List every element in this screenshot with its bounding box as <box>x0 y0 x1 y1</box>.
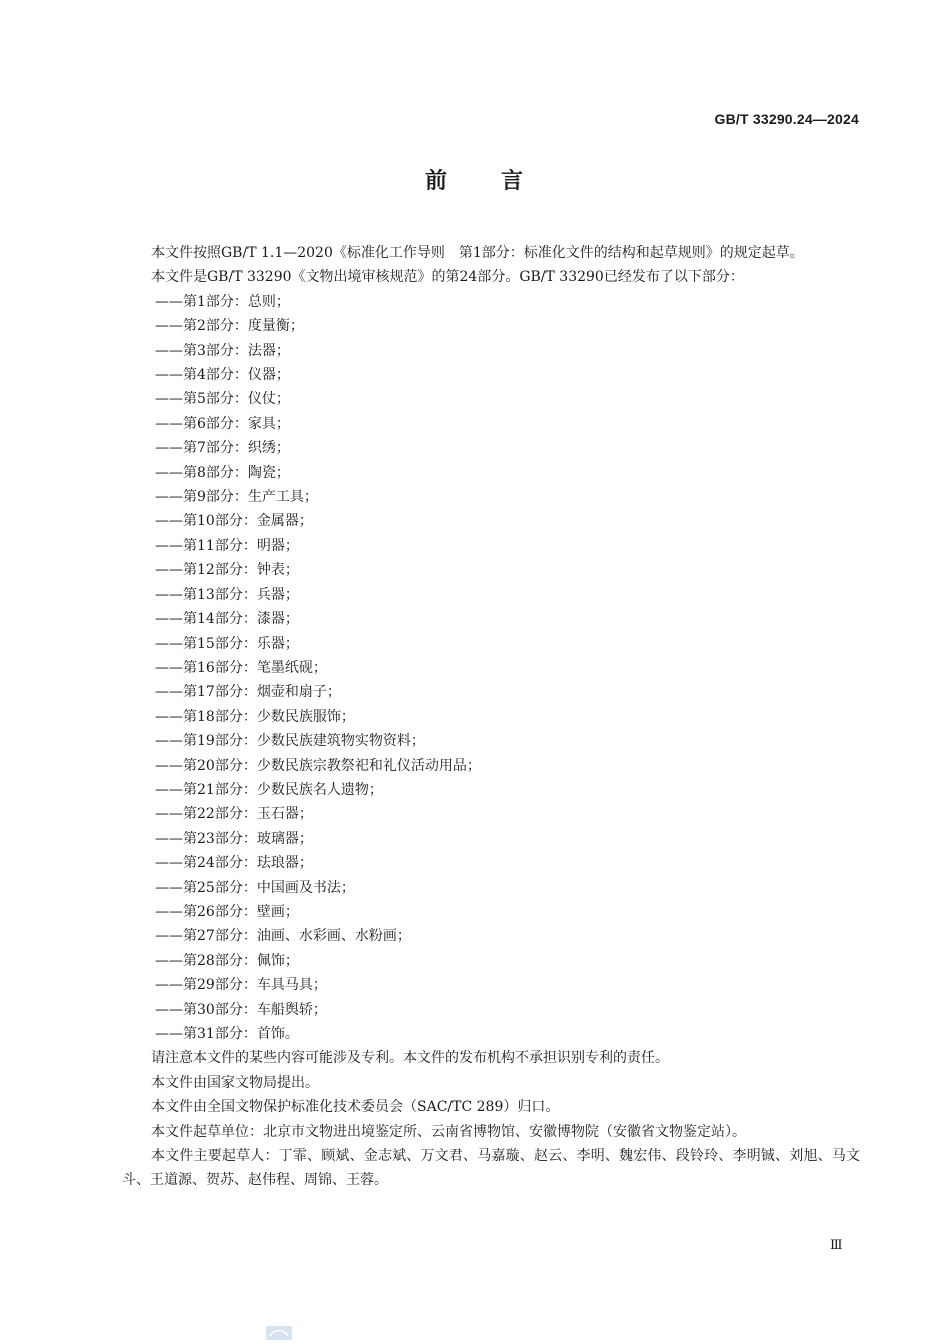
document-code: GB/T 33290.24—2024 <box>714 111 859 127</box>
part-list-item: ——第1部分：总则； <box>155 293 290 310</box>
part-list-item: ——第30部分：车船舆轿； <box>155 1001 327 1018</box>
part-list-item: ——第21部分：少数民族名人遗物； <box>155 781 383 798</box>
part-list-item: ——第23部分：玻璃器； <box>155 830 313 847</box>
committee-statement: 本文件由全国文物保护标准化技术委员会（SAC/TC 289）归口。 <box>151 1099 560 1116</box>
part-list-item: ——第24部分：珐琅器； <box>155 855 313 872</box>
part-list-item: ——第11部分：明器； <box>155 537 299 554</box>
part-list-item: ——第27部分：油画、水彩画、水粉画； <box>155 928 411 945</box>
foreword-body <box>122 241 860 1193</box>
intro-paragraph-1: 本文件按照GB/T 1.1—2020《标准化工作导则 第1部分：标准化文件的结构和起草规则》的规定起草。 <box>151 245 804 261</box>
part-list-item: ——第4部分：仪器； <box>155 367 290 384</box>
page-title <box>0 164 950 195</box>
part-list-item: ——第3部分：法器； <box>155 342 290 359</box>
part-list-item: ——第12部分：钟表； <box>155 562 299 579</box>
part-list-item: ——第26部分：壁画； <box>155 903 299 920</box>
part-list-item: ——第17部分：烟壶和扇子； <box>155 684 341 701</box>
part-list-item: ——第5部分：仪仗； <box>155 391 290 408</box>
part-list-item: ——第7部分：织绣； <box>155 440 290 457</box>
intro-paragraph-2: 本文件是GB/T 33290《文物出境审核规范》的第24部分。GB/T 33290已经发布了以下部分： <box>151 269 744 286</box>
proposer-statement: 本文件由国家文物局提出。 <box>151 1074 319 1091</box>
part-list-item: ——第20部分：少数民族宗教祭祀和礼仪活动用品； <box>155 757 481 774</box>
part-list-item: ——第28部分：佩饰； <box>155 952 299 969</box>
part-list-item: ——第18部分：少数民族服饰； <box>155 708 355 725</box>
part-list-item: ——第13部分：兵器； <box>155 586 299 603</box>
part-list-item: ——第6部分：家具； <box>155 415 290 432</box>
drafting-units: 本文件起草单位：北京市文物进出境鉴定所、云南省博物馆、安徽博物院（安徽省文物鉴定站）。 <box>151 1123 746 1140</box>
part-list-item: ——第8部分：陶瓷； <box>155 464 290 481</box>
part-list-item: ——第29部分：车具马具； <box>155 977 327 994</box>
part-list-item: ——第22部分：玉石器； <box>155 806 313 823</box>
title-char-2: 言 <box>501 169 526 194</box>
part-list-item: ——第9部分：生产工具； <box>155 489 318 506</box>
parts-list <box>122 290 860 1047</box>
part-list-item: ——第14部分：漆器； <box>155 611 299 628</box>
part-list-item: ——第25部分：中国画及书法； <box>155 879 355 896</box>
part-list-item: ——第16部分：笔墨纸砚； <box>155 659 327 676</box>
part-list-item: ——第10部分：金属器； <box>155 513 313 530</box>
part-list-item: ——第19部分：少数民族建筑物实物资料； <box>155 733 425 750</box>
drafters: 本文件主要起草人：丁霏、顾斌、金志斌、万文君、马嘉璇、赵云、李明、魏宏伟、段铃玲、李明铖、刘旭、马文斗、王道源、贺苏、赵伟程、周锦、王蓉。 <box>122 1148 860 1189</box>
part-list-item: ——第31部分：首饰。 <box>155 1026 299 1042</box>
part-list-item: ——第15部分：乐器； <box>155 635 299 652</box>
part-list-item: ——第2部分：度量衡； <box>155 318 304 335</box>
patent-notice: 请注意本文件的某些内容可能涉及专利。本文件的发布机构不承担识别专利的责任。 <box>151 1050 669 1067</box>
sac-logo-icon <box>266 1326 292 1340</box>
title-char-1: 前 <box>424 169 449 194</box>
page-number: Ⅲ <box>830 1238 843 1253</box>
